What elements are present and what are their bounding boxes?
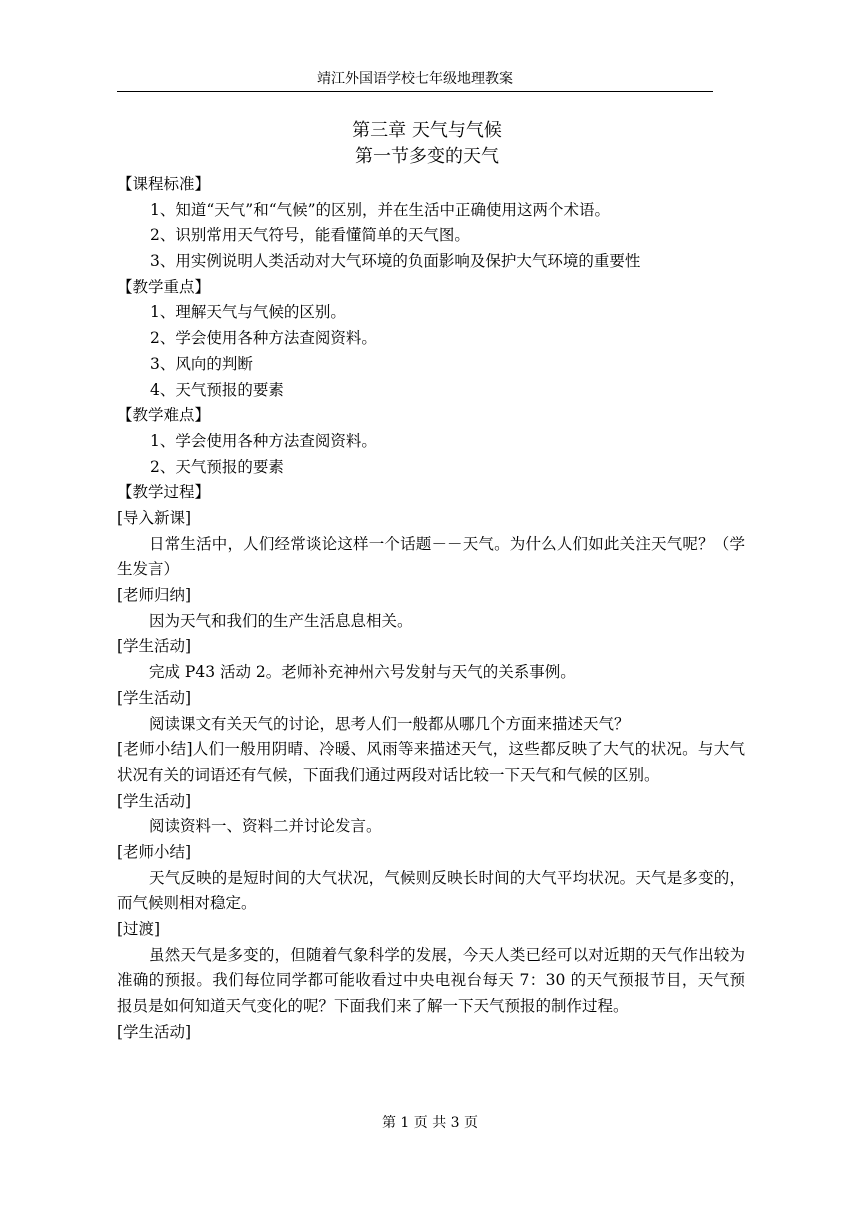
section-title: 第一节多变的天气 — [355, 146, 499, 167]
step-label-intro: [导入新课] — [117, 508, 192, 527]
step-text-student-activity: 完成 P43 活动 2。老师补充神州六号发射与天气的关系事例。 — [149, 663, 576, 682]
step-label-student-activity: [学生活动] — [117, 637, 192, 656]
key-point-item: 3、风向的判断 — [150, 354, 253, 373]
standards-item: 1、知道“天气”和“气候”的区别，并在生活中正确使用这两个术语。 — [150, 200, 611, 219]
process-heading: 【教学过程】 — [117, 483, 211, 502]
difficulty-item: 2、天气预报的要素 — [150, 457, 284, 476]
page-footer: 第 1 页 共 3 页 — [381, 1115, 479, 1131]
step-label-teacher-summary: [老师归纳] — [117, 586, 192, 605]
difficulties-heading: 【教学难点】 — [117, 406, 211, 425]
step-text-transition: 虽然天气是多变的，但随着气象科学的发展，今天人类已经可以对近期的天气作出较为准确的预报。我们每位同学都可能收看过中央电视台每天 7：30 的天气预报节目，天气预报员是如何知道天气变化的呢？下面我们来了解一下天气预报的制作过程。 — [117, 945, 745, 1016]
key-point-item: 4、天气预报的要素 — [150, 380, 284, 399]
standards-item: 2、识别常用天气符号，能看懂简单的天气图。 — [150, 226, 470, 245]
step-label-teacher-conclusion: [老师小结] — [117, 843, 192, 861]
standards-heading: 【课程标准】 — [117, 175, 211, 193]
key-points-heading: 【教学重点】 — [117, 277, 211, 296]
key-point-item: 2、学会使用各种方法查阅资料。 — [150, 329, 377, 348]
key-point-item: 1、理解天气与气候的区别。 — [150, 303, 346, 322]
header-rule — [117, 91, 713, 92]
step-label-student-activity: [学生活动] — [117, 1022, 192, 1041]
step-label-student-activity: [学生活动] — [117, 688, 192, 707]
step-text-teacher-conclusion: [老师小结]人们一般用阴晴、冷暖、风雨等来描述天气，这些都反映了大气的状况。与大气状况有关的词语还有气候，下面我们通过两段对话比较一下天气和气候的区别。 — [117, 740, 745, 784]
step-text-student-activity: 阅读课文有关天气的讨论，思考人们一般都从哪几个方面来描述天气？ — [149, 714, 630, 733]
page-header: 靖江外国语学校七年级地理教案 — [317, 71, 513, 87]
chapter-title: 第三章 天气与气候 — [352, 120, 502, 141]
document-body — [117, 172, 745, 1046]
step-label-transition: [过渡] — [117, 920, 161, 939]
step-label-student-activity: [学生活动] — [117, 791, 192, 810]
step-text-teacher-summary: 因为天气和我们的生产生活息息相关。 — [149, 611, 413, 630]
step-text-student-activity: 阅读资料一、资料二并讨论发言。 — [149, 817, 382, 836]
step-text-intro: 日常生活中，人们经常谈论这样一个话题－－天气。为什么人们如此关注天气呢？（学生发言） — [117, 534, 745, 579]
difficulty-item: 1、学会使用各种方法查阅资料。 — [150, 431, 377, 450]
standards-item: 3、用实例说明人类活动对大气环境的负面影响及保护大气环境的重要性 — [150, 252, 641, 271]
step-text-teacher-conclusion: 天气反映的是短时间的大气状况，气候则反映长时间的大气平均状况。天气是多变的，而气候则相对稳定。 — [117, 868, 745, 913]
